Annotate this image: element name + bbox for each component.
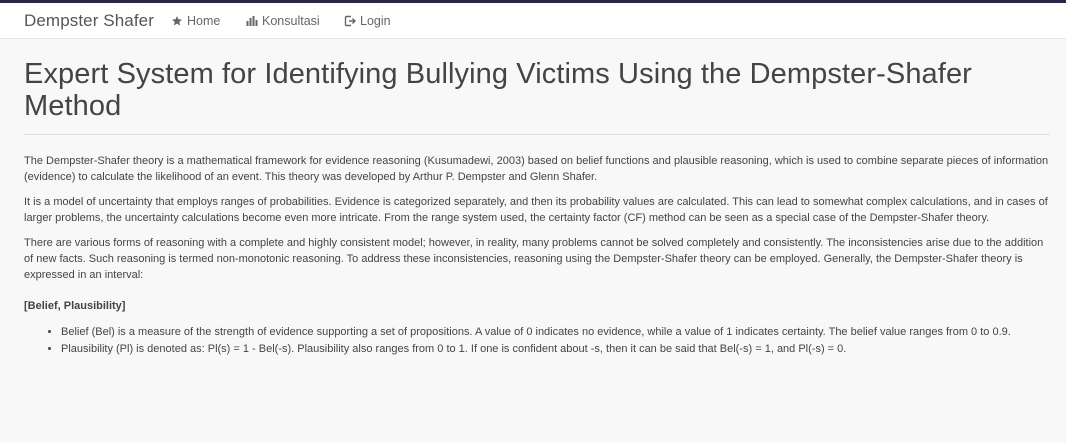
interval-heading: [Belief, Plausibility] [24,300,126,312]
list-item-belief: • Belief (Bel) is a measure of the strength of evidence supporting a set of propositions. A value of 0 indicates no evidence, while a value of 1 indicates certainty. The belief value ranges from 0 to 0.9. [61,324,1050,340]
definition-list [24,324,1050,357]
nav-home-label: Home [187,14,221,28]
page-title: Expert System for Identifying Bullying Victims Using the Dempster-Shafer Method [24,58,972,122]
intro-paragraph-2: It is a model of uncertainty that employs ranges of probabilities. Evidence is categorized separately, and then its probability values are calculated. This can lead to somewhat complex calculations, and in cases of larger problems, the uncertainty calculations become even more intricate. From the range system used, the certainty factor (CF) method can be seen as a special case of the Dempster-Shafer theory. [24,196,1048,224]
nav-konsultasi[interactable] [246,14,320,28]
login-icon [344,15,356,27]
intro-paragraph-3: There are various forms of reasoning with a complete and highly consistent model; however, in reality, many problems cannot be solved completely and consistently. The inconsistencies arise due to the addition of new facts. Such reasoning is termed non-monotonic reasoning. To address these inconsistencies, reasoning using the Dempster-Shafer theory can be employed. Generally, the Dempster-Shafer theory is expressed in an interval: [24,237,1044,281]
bar-chart-icon [246,15,258,27]
nav-konsultasi-label: Konsultasi [262,14,320,28]
navbar [0,3,1066,39]
nav-login-label: Login [360,14,391,28]
navbar-brand[interactable]: Dempster Shafer [24,11,154,30]
intro-paragraph-1: The Dempster-Shafer theory is a mathematical framework for evidence reasoning (Kusumadewi, 2003) based on belief functions and plausible reasoning, which is used to combine separate pieces of information (evidence) to calculate the likelihood of an event. This theory was developed by Arthur P. Dempster and Glenn Shafer. [24,155,1049,183]
nav-login[interactable] [344,14,391,28]
title-divider [24,134,1050,135]
nav-home[interactable] [171,14,220,28]
star-icon [171,15,183,27]
main-content [24,40,1050,358]
list-item-plausibility: • Plausibility (Pl) is denoted as: Pl(s) = 1 - Bel(-s). Plausibility also ranges from 0 to 1. If one is confident about -s, then it can be said that Bel(-s) = 1, and Pl(-s) = 0. [61,341,1050,357]
